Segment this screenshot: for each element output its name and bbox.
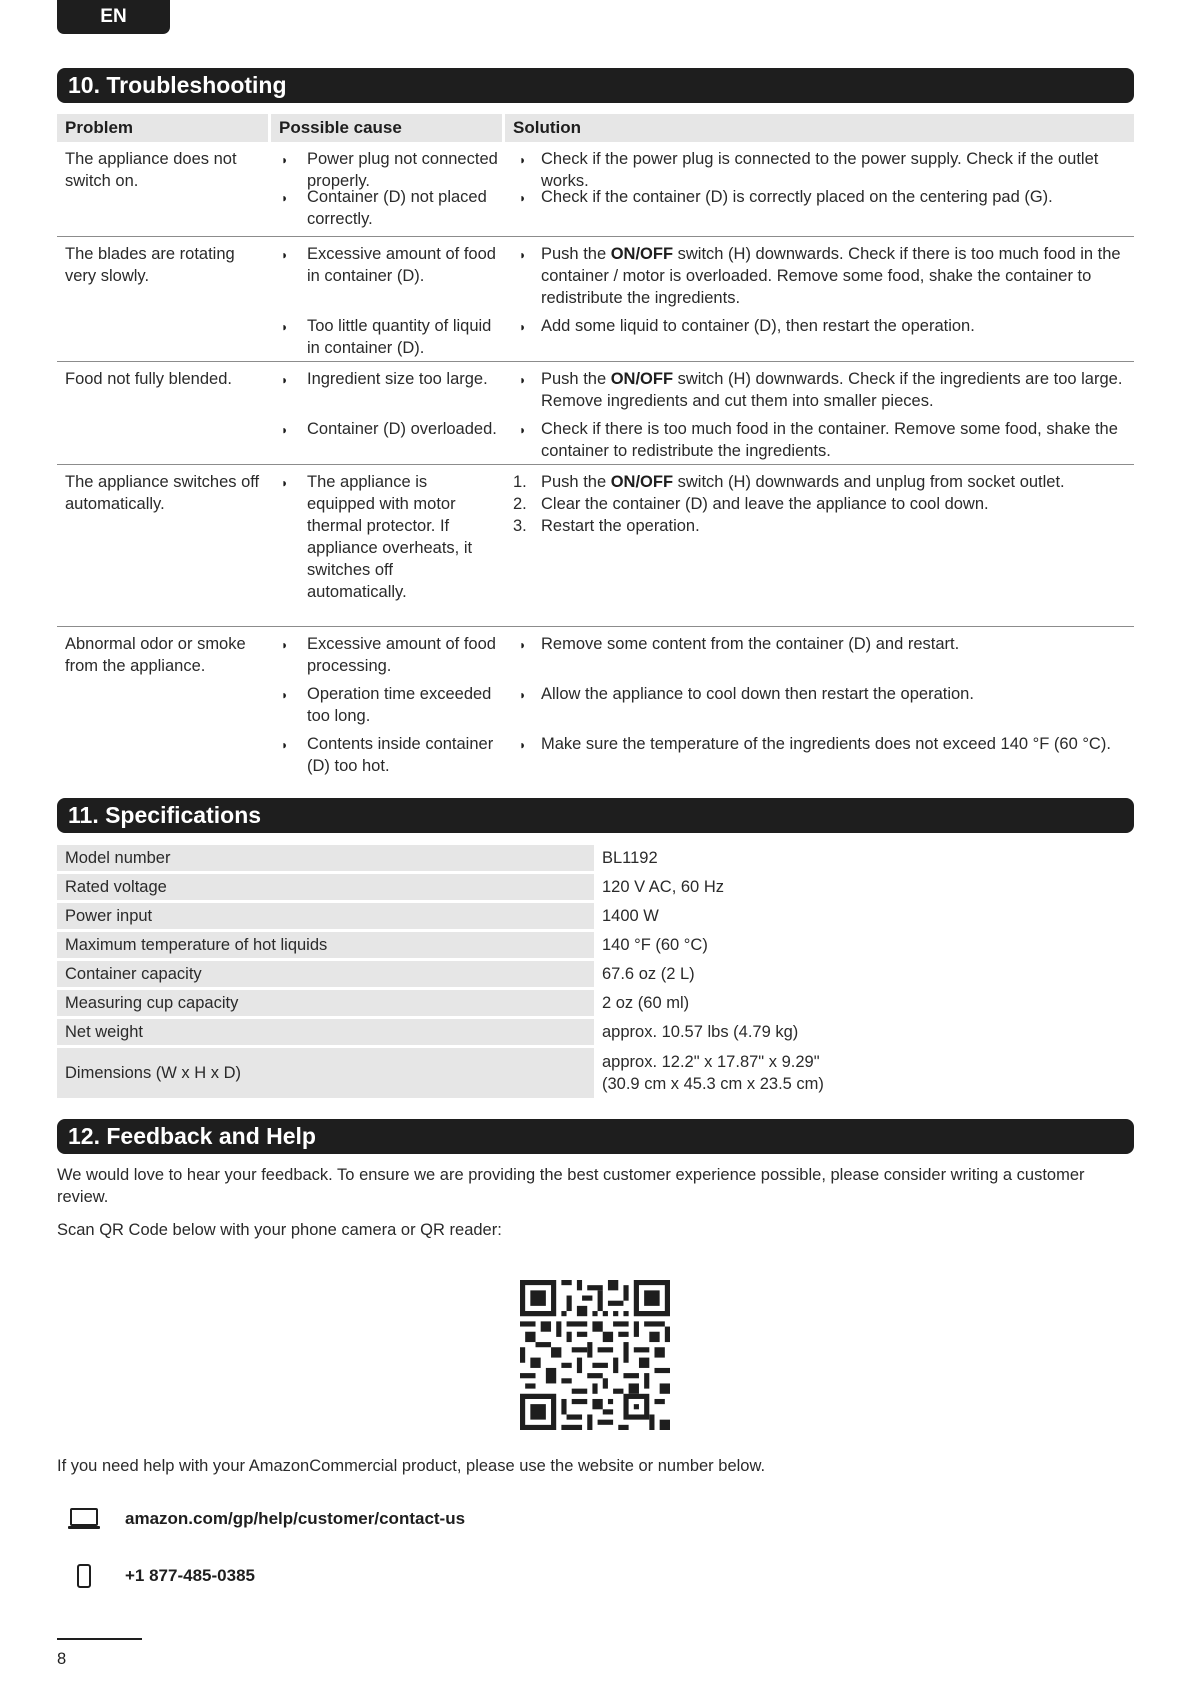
website-link[interactable]: amazon.com/gp/help/customer/contact-us: [125, 1509, 466, 1528]
header-problem: Problem: [57, 114, 268, 142]
solution-text: Make sure the temperature of the ingredients does not exceed 140 °F (60 °C).: [541, 735, 1111, 753]
step-item: 1. Push the ON/OFF switch (H) downwards and unplug from socket outlet.: [513, 473, 1065, 491]
specifications-table: [57, 845, 1134, 1101]
cause-text: Too little quantity of liquid in container (D).: [307, 317, 492, 357]
table-row: [57, 627, 1134, 777]
qr-code[interactable]: [520, 1280, 670, 1430]
bullet-icon: ◗: [519, 373, 527, 387]
bullet-icon: ◗: [281, 638, 289, 652]
table-row: Power input 1400 W: [57, 903, 1134, 929]
cause-text: Power plug not connected properly.: [307, 150, 498, 190]
laptop-icon: [67, 1507, 125, 1531]
step-item: 3. Restart the operation.: [513, 517, 700, 535]
bullet-icon: ◗: [281, 688, 289, 702]
solution-text: Check if the power plug is connected to the power supply. Check if the outlet works.: [541, 150, 1099, 190]
bullet-icon: ◗: [519, 423, 527, 437]
solution-text: Add some liquid to container (D), then restart the operation.: [541, 317, 975, 335]
specifications-heading: 11. Specifications: [57, 798, 1134, 833]
table-row: Container capacity 67.6 oz (2 L): [57, 961, 1134, 987]
bullet-icon: ◗: [281, 738, 289, 752]
phone-icon: [67, 1564, 125, 1588]
phone-contact[interactable]: [67, 1564, 255, 1588]
table-row: [57, 142, 1134, 237]
table-row: [57, 237, 1134, 362]
cause-text: Excessive amount of food in container (D).: [307, 245, 496, 285]
website-contact[interactable]: [67, 1507, 465, 1531]
cause-text: Container (D) not placed correctly.: [307, 188, 487, 228]
bullet-icon: ◗: [519, 738, 527, 752]
solution-text: Push the ON/OFF switch (H) downwards. Check if the ingredients are too large. Remove ingredients and cut them into smaller pieces.: [541, 370, 1123, 410]
feedback-heading: 12. Feedback and Help: [57, 1119, 1134, 1154]
bullet-icon: ◗: [519, 638, 527, 652]
scan-instruction: Scan QR Code below with your phone camera or QR reader:: [57, 1221, 502, 1239]
problem-cell: Abnormal odor or smoke from the appliance.: [65, 635, 246, 675]
bullet-icon: ◗: [281, 191, 289, 205]
header-cause: Possible cause: [271, 114, 502, 142]
cause-text: Operation time exceeded too long.: [307, 685, 492, 725]
problem-cell: The appliance switches off automatically.: [65, 473, 260, 513]
cause-text: Container (D) overloaded.: [307, 420, 497, 438]
cause-text: Ingredient size too large.: [307, 370, 488, 388]
cause-text: Excessive amount of food processing.: [307, 635, 496, 675]
bullet-icon: ◗: [281, 423, 289, 437]
cause-text: Contents inside container (D) too hot.: [307, 735, 494, 775]
cause-text: The appliance is equipped with motor thermal protector. If appliance overheats, it switches off automatically.: [307, 473, 473, 601]
bullet-icon: ◗: [519, 320, 527, 334]
language-tab: EN: [57, 0, 170, 34]
table-row: [57, 362, 1134, 465]
table-row: Maximum temperature of hot liquids 140 °F (60 °C): [57, 932, 1134, 958]
table-row: Model number BL1192: [57, 845, 1134, 871]
solution-text: Allow the appliance to cool down then restart the operation.: [541, 685, 974, 703]
header-solution: Solution: [505, 114, 1134, 142]
problem-cell: The blades are rotating very slowly.: [65, 245, 235, 285]
bullet-icon: ◗: [281, 320, 289, 334]
bullet-icon: ◗: [519, 248, 527, 262]
feedback-intro: We would love to hear your feedback. To ensure we are providing the best customer experience possible, please consider writing a customer review.: [57, 1166, 1085, 1206]
problem-cell: The appliance does not switch on.: [65, 150, 237, 190]
table-row: Measuring cup capacity 2 oz (60 ml): [57, 990, 1134, 1016]
footer-divider: [57, 1638, 142, 1640]
bullet-icon: ◗: [281, 476, 289, 490]
solution-text: Remove some content from the container (D) and restart.: [541, 635, 960, 653]
solution-text: Check if the container (D) is correctly placed on the centering pad (G).: [541, 188, 1053, 206]
bullet-icon: ◗: [519, 191, 527, 205]
bullet-icon: ◗: [281, 153, 289, 167]
table-header: [57, 114, 1134, 142]
problem-cell: Food not fully blended.: [65, 370, 232, 388]
bullet-icon: ◗: [519, 153, 527, 167]
solution-text: Push the ON/OFF switch (H) downwards. Check if there is too much food in the container / motor is overloaded. Remove some food, shake the container to redistribute the ingredients.: [541, 245, 1121, 307]
table-row: [57, 465, 1134, 627]
troubleshooting-heading: 10. Troubleshooting: [57, 68, 1134, 103]
phone-number[interactable]: +1 877-485-0385: [125, 1566, 255, 1585]
table-row: Net weight approx. 10.57 lbs (4.79 kg): [57, 1019, 1134, 1045]
help-text: If you need help with your AmazonCommercial product, please use the website or number below.: [57, 1457, 766, 1475]
troubleshooting-table: [57, 114, 1134, 777]
solution-text: Check if there is too much food in the container. Remove some food, shake the container to redistribute the ingredients.: [541, 420, 1118, 460]
table-row: Dimensions (W x H x D) approx. 12.2" x 17.87" x 9.29" (30.9 cm x 45.3 cm x 23.5 cm): [57, 1048, 1134, 1098]
bullet-icon: ◗: [281, 373, 289, 387]
bullet-icon: ◗: [281, 248, 289, 262]
step-item: 2. Clear the container (D) and leave the appliance to cool down.: [513, 495, 989, 513]
bullet-icon: ◗: [519, 688, 527, 702]
page-number: 8: [57, 1650, 67, 1668]
table-row: Rated voltage 120 V AC, 60 Hz: [57, 874, 1134, 900]
